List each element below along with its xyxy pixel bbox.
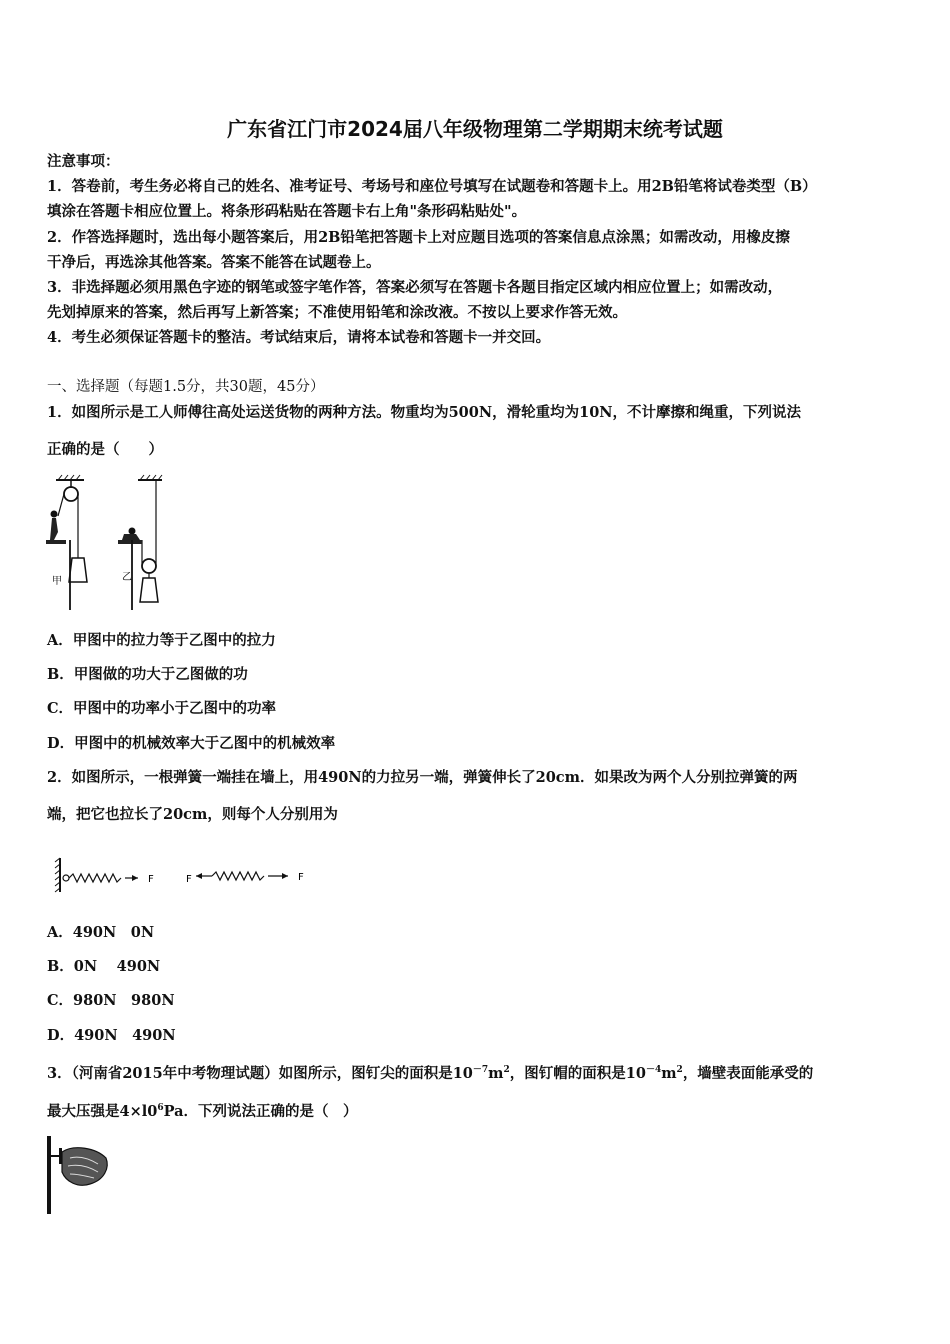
fig-label-f: F xyxy=(148,874,154,885)
spring-figure xyxy=(54,856,314,896)
q1-stem: 正确的是（ ） xyxy=(47,441,163,458)
q2-stem: 端，把它也拉长了20cm，则每个人分别用为 xyxy=(47,806,338,823)
pulley-figure xyxy=(44,474,174,614)
notice-line: 1．答卷前，考生务必将自己的姓名、准考证号、考场号和座位号填写在试题卷和答题卡上。用2B铅笔将试卷类型（B） xyxy=(47,178,817,195)
q1-option-b: B．甲图做的功大于乙图做的功 xyxy=(47,666,248,683)
q2-option-d: D．490N 490N xyxy=(47,1027,176,1044)
q3-stem: 最大压强是$4\times l0^6Pa$．下列说法正确的是（ ） xyxy=(47,1103,358,1120)
q1-option-c: C．甲图中的功率小于乙图中的功率 xyxy=(47,700,277,717)
q1-stem: 1．如图所示是工人师傅往高处运送货物的两种方法。物重均为500N，滑轮重均为10N，不计摩擦和绳重，下列说法 xyxy=(47,404,802,421)
q1-option-d: D．甲图中的机械效率大于乙图中的机械效率 xyxy=(47,735,336,752)
page-title: 广东省江门市2024届八年级物理第二学期期末统考试题 xyxy=(227,117,723,141)
notice-line: 2．作答选择题时，选出每小题答案后，用2B铅笔把答题卡上对应题目选项的答案信息点涂黑；如需改动，用橡皮擦 xyxy=(47,229,790,246)
fig-label-jia: 甲 xyxy=(52,576,62,587)
q2-option-b: B．0N 490N xyxy=(47,958,161,975)
thumbtack-figure xyxy=(44,1134,114,1216)
fig-label-f: F xyxy=(298,872,304,883)
fig-label-yi: 乙 xyxy=(122,572,132,583)
notice-line: 干净后，再选涂其他答案。答案不能答在试题卷上。 xyxy=(47,254,381,271)
q1-option-a: A．甲图中的拉力等于乙图中的拉力 xyxy=(47,632,276,649)
q2-option-c: C．980N 980N xyxy=(47,992,175,1009)
section-heading: 一、选择题（每题1.5分，共30题，45分） xyxy=(47,379,325,395)
notice-line: 先划掉原来的答案，然后再写上新答案；不准使用铅笔和涂改液。不按以上要求作答无效。 xyxy=(47,304,627,321)
notice-line: 4．考生必须保证答题卡的整洁。考试结束后，请将本试卷和答题卡一并交回。 xyxy=(47,329,551,346)
fig-label-f: F xyxy=(186,874,192,885)
notice-line: 3．非选择题必须用黑色字迹的钢笔或签字笔作答，答案必须写在答题卡各题目指定区域内相应位置上；如需改动， xyxy=(47,279,783,296)
notice-line: 填涂在答题卡相应位置上。将条形码粘贴在答题卡右上角"条形码粘贴处"。 xyxy=(47,203,527,220)
q3-stem: 3．（河南省2015年中考物理试题）如图所示，图钉尖的面积是$10^{-7}m^2$，图钉帽的面积是$10^{-4}m^2$，墙壁表面能承受的 xyxy=(47,1065,814,1082)
q2-option-a: A．490N 0N xyxy=(47,924,155,941)
notice-heading: 注意事项： xyxy=(47,153,120,170)
q2-stem: 2．如图所示，一根弹簧一端挂在墙上，用490N的力拉另一端，弹簧伸长了20cm．如果改为两个人分别拉弹簧的两 xyxy=(47,769,798,786)
